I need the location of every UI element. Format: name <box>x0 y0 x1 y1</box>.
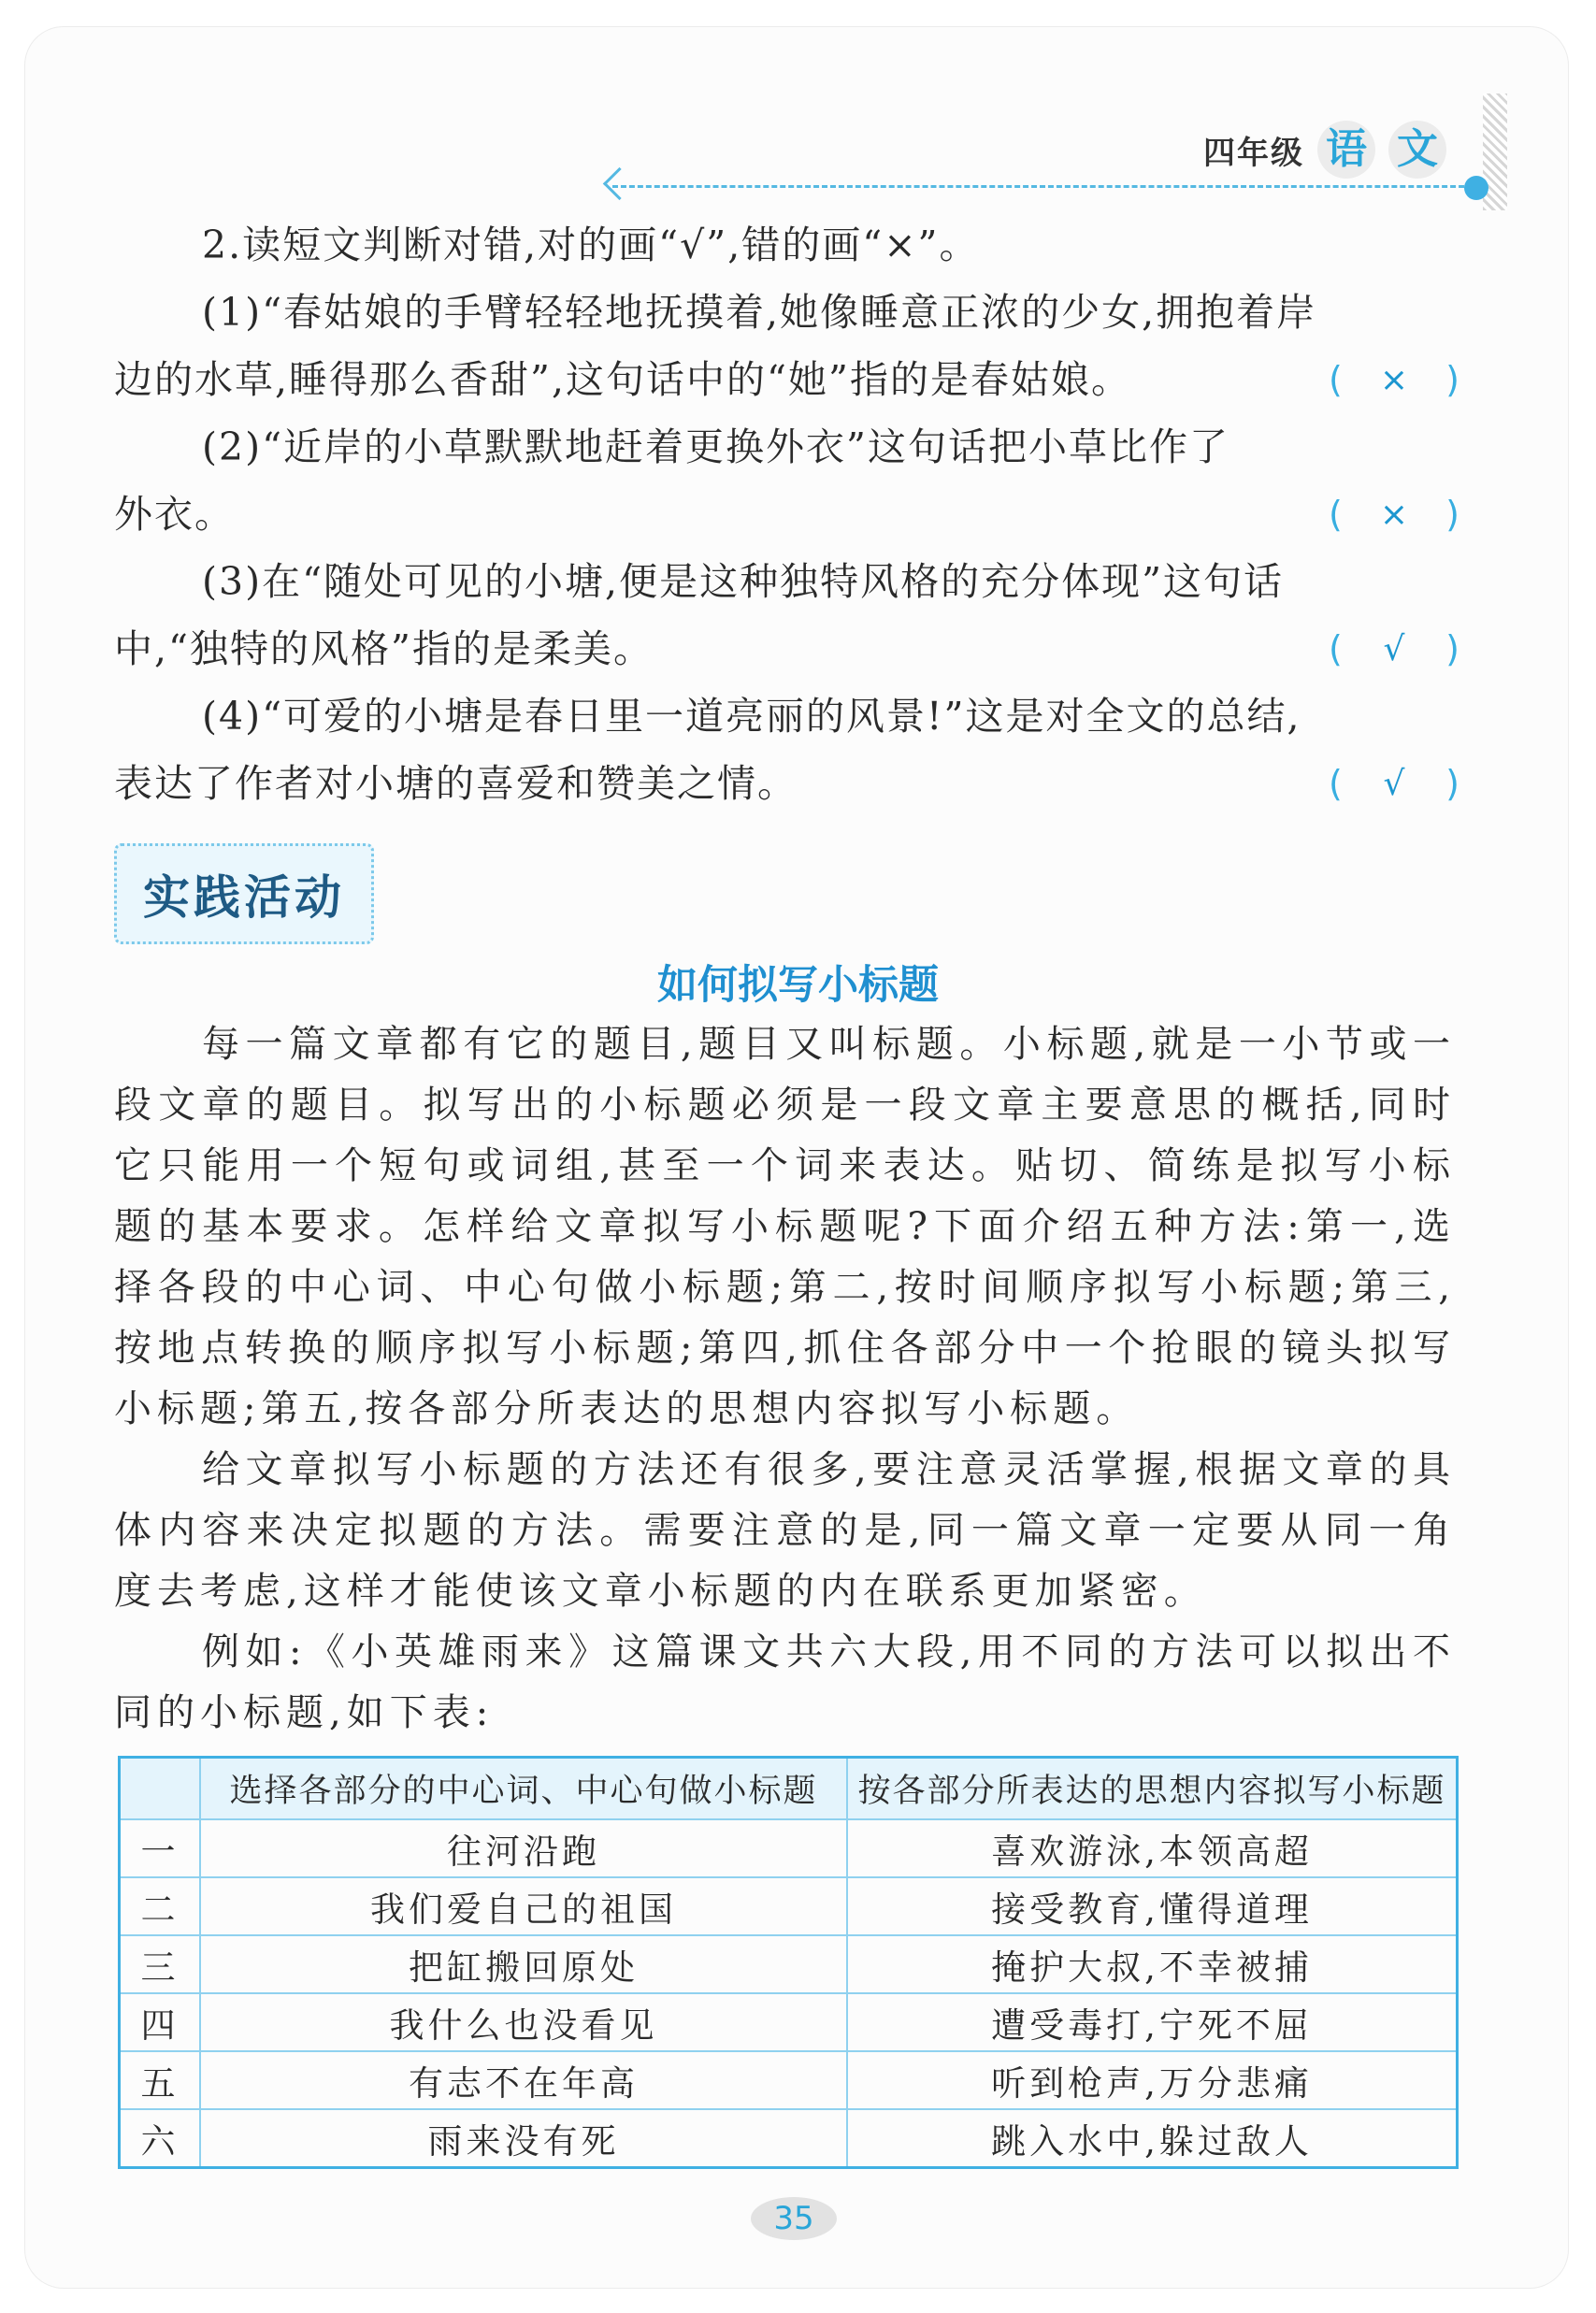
subtitle-table <box>118 1756 1459 2169</box>
content-title: 听到枪声,万分悲痛 <box>847 2051 1458 2109</box>
row-index: 六 <box>120 2109 201 2168</box>
table-row <box>120 2109 1458 2168</box>
keyword-title: 把缸搬回原处 <box>200 1935 847 1993</box>
exercise-section <box>114 211 1459 817</box>
content-title: 接受教育,懂得道理 <box>847 1877 1458 1935</box>
table-row <box>120 2051 1458 2109</box>
row-index: 五 <box>120 2051 201 2109</box>
table-header-content-method: 按各部分所表达的思想内容拟写小标题 <box>847 1758 1458 1820</box>
keyword-title: 我什么也没看见 <box>200 1993 847 2051</box>
item-3-line-2: 中,“独特的风格”指的是柔美。 <box>114 626 654 671</box>
page-header <box>1203 117 1446 182</box>
grade-label: 四年级 <box>1203 134 1304 172</box>
answer-mark-1: × <box>1379 360 1409 399</box>
rule-end-dot <box>1464 176 1488 200</box>
paren-left: ( <box>1329 359 1343 400</box>
row-index: 一 <box>120 1819 201 1877</box>
item-1-line-1: (1)“春姑娘的手臂轻轻地抚摸着,她像睡意正浓的少女,拥抱着岸 <box>202 290 1317 335</box>
keyword-title: 往河沿跑 <box>200 1819 847 1877</box>
paren-left: ( <box>1329 494 1343 535</box>
row-index: 三 <box>120 1935 201 1993</box>
row-index: 四 <box>120 1993 201 2051</box>
paren-left: ( <box>1329 763 1343 804</box>
answer-blank-2[interactable] <box>1329 494 1459 535</box>
subject-char-1: 语 <box>1317 121 1375 179</box>
row-index: 二 <box>120 1877 201 1935</box>
article-title: 如何拟写小标题 <box>657 962 939 1009</box>
answer-mark-2: × <box>1379 495 1409 534</box>
keyword-title: 雨来没有死 <box>200 2109 847 2168</box>
item-4-line-1: (4)“可爱的小塘是春日里一道亮丽的风景!”这是对全文的总结, <box>202 694 1301 739</box>
article-paragraph-3: 例如:《小英雄雨来》这篇课文共六大段,用不同的方法可以拟出不同的小标题,如下表: <box>114 1631 1456 1734</box>
item-2-answer-line <box>114 481 1459 548</box>
item-4-answer-line <box>114 750 1459 817</box>
table-row <box>120 1819 1458 1877</box>
table-header-index <box>120 1758 201 1820</box>
paren-left: ( <box>1329 628 1343 669</box>
paren-right: ) <box>1445 494 1459 535</box>
answer-blank-1[interactable] <box>1329 359 1459 400</box>
paren-right: ) <box>1445 628 1459 669</box>
article-paragraph-2: 给文章拟写小标题的方法还有很多,要注意灵活掌握,根据文章的具体内容来决定拟题的方法。需要注意的是,同一篇文章一定要从同一角度去考虑,这样才能使该文章小标题的内在联系更加紧密。 <box>114 1448 1456 1613</box>
content-title: 掩护大叔,不幸被捕 <box>847 1935 1458 1993</box>
subject-char-2: 文 <box>1388 121 1446 179</box>
answer-blank-3[interactable] <box>1329 628 1459 669</box>
keyword-title: 有志不在年高 <box>200 2051 847 2109</box>
answer-mark-3: √ <box>1383 629 1405 668</box>
content-title: 跳入水中,躲过敌人 <box>847 2109 1458 2168</box>
practice-activity-banner <box>114 843 374 944</box>
item-3-line-1: (3)在“随处可见的小塘,便是这种独特风格的充分体现”这句话 <box>202 559 1285 604</box>
item-1-answer-line <box>114 346 1459 413</box>
item-4-line-2: 表达了作者对小塘的喜爱和赞美之情。 <box>114 761 798 806</box>
keyword-title: 我们爱自己的祖国 <box>200 1877 847 1935</box>
content-title: 遭受毒打,宁死不屈 <box>847 1993 1458 2051</box>
answer-mark-4: √ <box>1383 764 1405 803</box>
exercise-instruction: 2.读短文判断对错,对的画“√”,错的画“×”。 <box>202 223 980 267</box>
item-3-answer-line <box>114 615 1459 682</box>
item-2-line-2: 外衣。 <box>114 492 235 537</box>
answer-blank-4[interactable] <box>1329 763 1459 804</box>
practice-banner-label: 实践活动 <box>143 870 345 925</box>
item-2-line-1: (2)“近岸的小草默默地赶着更换外衣”这句话把小草比作了 <box>202 424 1229 469</box>
table-header-row <box>120 1758 1458 1820</box>
article-paragraph-1: 每一篇文章都有它的题目,题目又叫标题。小标题,就是一小节或一段文章的题目。拟写出的小标题必须是一段文章主要意思的概括,同时它只能用一个短句或词组,甚至一个词来表达。贴切、简练是拟写小标题的基本要求。怎样给文章拟写小标题呢?下面介绍五种方法:第一,选择各段的中心词、中心句做小标题;第二,按时间顺序拟写小标题;第三,按地点转换的顺序拟写小标题;第四,抓住各部分中一个抢眼的镜头拟写小标题;第五,按各部分所表达的思想内容拟写小标题。 <box>114 1023 1456 1430</box>
table-row <box>120 1877 1458 1935</box>
paren-right: ) <box>1445 359 1459 400</box>
article-body <box>114 1014 1456 1744</box>
table-header-keyword-method: 选择各部分的中心词、中心句做小标题 <box>200 1758 847 1820</box>
table-row <box>120 1935 1458 1993</box>
header-dashed-rule <box>612 185 1473 190</box>
content-title: 喜欢游泳,本领高超 <box>847 1819 1458 1877</box>
page-number: 35 <box>751 2197 837 2240</box>
table-row <box>120 1993 1458 2051</box>
item-1-line-2: 边的水草,睡得那么香甜”,这句话中的“她”指的是春姑娘。 <box>114 357 1131 402</box>
paren-right: ) <box>1445 763 1459 804</box>
